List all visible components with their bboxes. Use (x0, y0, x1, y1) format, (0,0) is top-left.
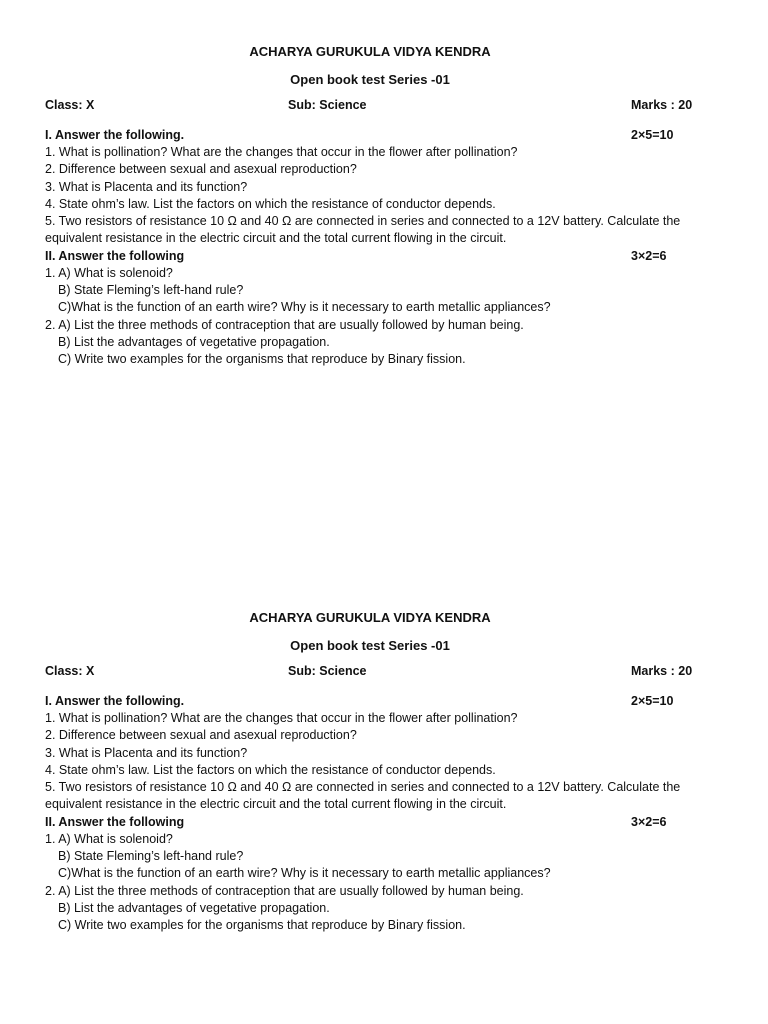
total-marks-label: Marks : 20 (631, 664, 693, 678)
question-s2-2b: B) List the advantages of vegetative propagation. (58, 334, 330, 349)
total-marks-label: Marks : 20 (631, 98, 693, 112)
section-1-marks: 2×5=10 (631, 128, 674, 142)
question-s2-1c: C)What is the function of an earth wire? Why is it necessary to earth metallic appliances? (58, 300, 551, 315)
question-s2-2a: 2. A) List the three methods of contraception that are usually followed by human being. (45, 883, 524, 898)
class-label: Class: X (45, 664, 95, 678)
question-s2-1b: B) State Fleming’s left-hand rule? (58, 849, 244, 864)
test-title: Open book test Series -01 (290, 638, 450, 653)
question-4: 4. State ohm’s law. List the factors on which the resistance of conductor depends. (45, 196, 496, 211)
section-1-marks: 2×5=10 (631, 694, 674, 708)
question-s2-2b: B) List the advantages of vegetative propagation. (58, 900, 330, 915)
question-4: 4. State ohm’s law. List the factors on which the resistance of conductor depends. (45, 762, 496, 777)
section-2-heading-row (45, 814, 695, 831)
class-label: Class: X (45, 98, 95, 112)
section-1-heading: I. Answer the following. (45, 128, 185, 142)
paper-meta-row (45, 663, 695, 680)
subject-label: Sub: Science (288, 664, 367, 678)
question-3: 3. What is Placenta and its function? (45, 179, 248, 194)
paper-meta-row (45, 97, 695, 114)
question-2: 2. Difference between sexual and asexual reproduction? (45, 728, 357, 743)
question-s2-1b: B) State Fleming’s left-hand rule? (58, 283, 244, 298)
section-2-heading: II. Answer the following (45, 248, 185, 263)
question-paper-2 (45, 609, 695, 935)
question-s2-2a: 2. A) List the three methods of contraception that are usually followed by human being. (45, 317, 524, 332)
question-s2-1a: 1. A) What is solenoid? (45, 265, 173, 280)
question-s2-1c: C)What is the function of an earth wire? Why is it necessary to earth metallic appliances? (58, 866, 551, 881)
section-1-heading-row (45, 693, 695, 710)
question-1: 1. What is pollination? What are the changes that occur in the flower after pollination? (45, 145, 518, 159)
section-2-marks: 3×2=6 (631, 248, 667, 263)
question-5: 5. Two resistors of resistance 10 Ω and 40 Ω are connected in series and connected to a 12V battery. Calculate the equivalent resistance in the electric circuit and the total current flowing in the circuit. (45, 214, 681, 246)
question-s2-1a: 1. A) What is solenoid? (45, 831, 173, 846)
section-1-heading-row (45, 127, 695, 144)
school-name: ACHARYA GURUKULA VIDYA KENDRA (249, 44, 491, 59)
question-s2-2c: C) Write two examples for the organisms that reproduce by Binary fission. (58, 352, 466, 367)
school-name: ACHARYA GURUKULA VIDYA KENDRA (249, 610, 491, 625)
question-paper-1 (45, 43, 695, 369)
section-2-heading-row (45, 248, 695, 265)
question-s2-2c: C) Write two examples for the organisms that reproduce by Binary fission. (58, 918, 466, 933)
question-3: 3. What is Placenta and its function? (45, 745, 248, 760)
section-2-heading: II. Answer the following (45, 814, 185, 829)
section-1-heading: I. Answer the following. (45, 694, 185, 708)
question-5: 5. Two resistors of resistance 10 Ω and 40 Ω are connected in series and connected to a 12V battery. Calculate the equivalent resistance in the electric circuit and the total current flowing in the circuit. (45, 780, 681, 812)
section-2-marks: 3×2=6 (631, 814, 667, 829)
subject-label: Sub: Science (288, 98, 367, 112)
question-1: 1. What is pollination? What are the changes that occur in the flower after pollination? (45, 711, 518, 725)
question-2: 2. Difference between sexual and asexual reproduction? (45, 162, 357, 177)
test-title: Open book test Series -01 (290, 72, 450, 87)
